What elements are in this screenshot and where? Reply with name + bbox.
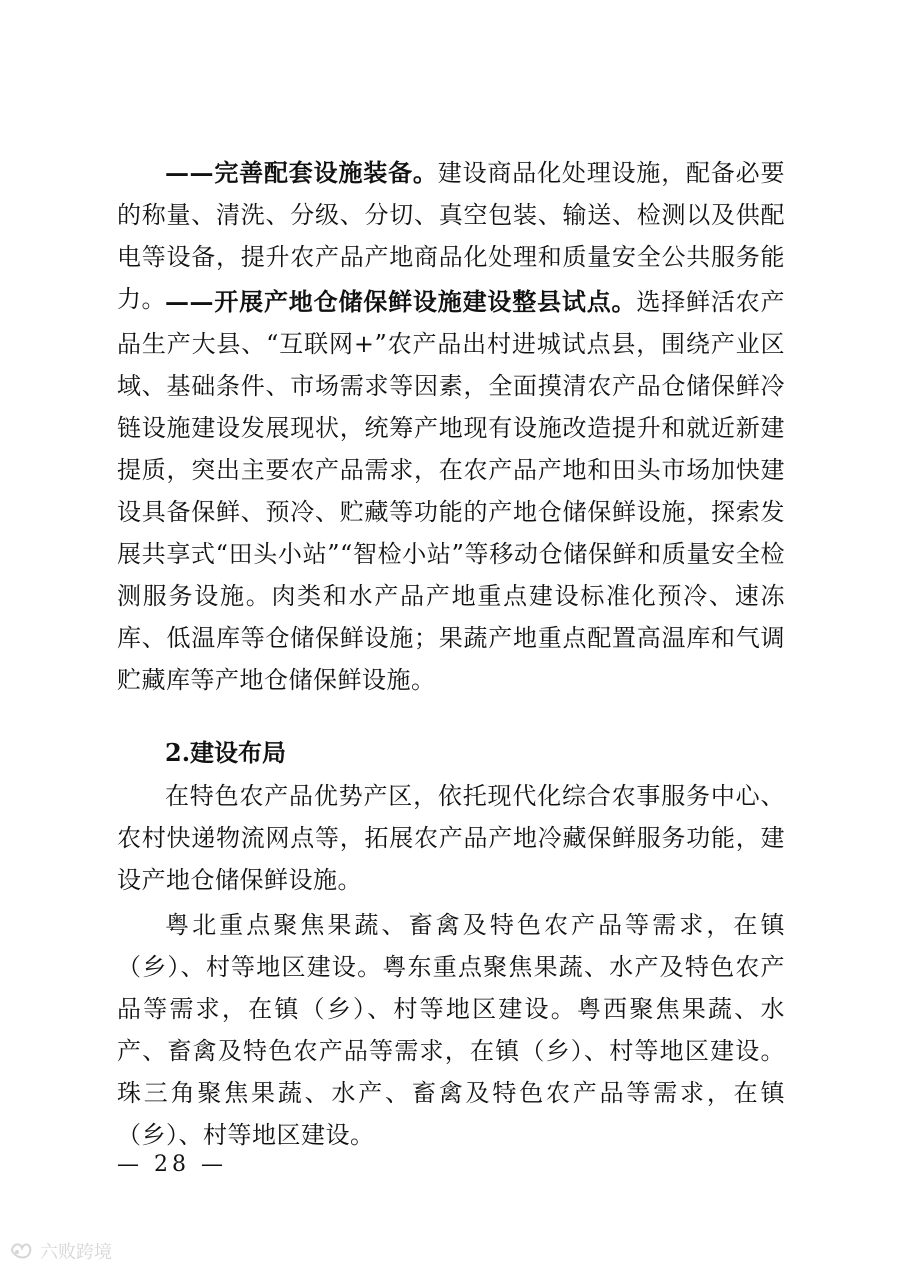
paragraph-body: 选择鲜活农产品生产大县、“互联网+”农产品出村进城试点县，围绕产业区域、基础条件、市场需求等因素，全面摸清农产品仓储保鲜冷链设施建设发展现状，统筹产地现有设施改造提升和就近新建提质，突出主要农产品需求，在农产品产地和田头市场加快建设具备保鲜、预冷、贮藏等功能的产地仓储保鲜设施，探索发展共享式“田头小站”“智检小站”等移动仓储保鲜和质量安全检测服务设施。肉类和水产品产地重点建设标准化预冷、速冻库、低温库等仓储保鲜设施；果蔬产地重点配置高温库和气调贮藏库等产地仓储保鲜设施。: [117, 288, 786, 694]
watermark-logo-icon: [8, 1240, 34, 1262]
section-heading: 2.建设布局: [165, 738, 287, 767]
paragraph-lead: ——开展产地仓储保鲜设施建设整县试点。: [165, 287, 637, 316]
watermark-text: 六败跨境: [40, 1242, 112, 1263]
paragraph-pilot-county: [117, 281, 785, 701]
paragraph-regional-layout: 粤北重点聚焦果蔬、畜禽及特色农产品等需求，在镇（乡）、村等地区建设。粤东重点聚焦果蔬、水产及特色农产品等需求，在镇（乡）、村等地区建设。粤西聚焦果蔬、水产、畜禽及特色农产品等需求，在镇（乡）、村等地区建设。珠三角聚焦果蔬、水产、畜禽及特色农产品等需求，在镇（乡）、村等地区建设。: [117, 911, 785, 1149]
paragraph-layout-intro: 在特色农产品优势产区，依托现代化综合农事服务中心、农村快递物流网点等，拓展农产品产地冷藏保鲜服务功能，建设产地仓储保鲜设施。: [117, 782, 785, 894]
watermark: [8, 1238, 112, 1264]
paragraph-body: 建设商品化处理设施，配备必要的称量、清洗、分级、分切、真空包装、输送、检测以及供配电等设备，提升农产品产地商品化处理和质量安全公共服务能力。: [117, 159, 786, 313]
paragraph-lead: ——完善配套设施装备。: [165, 158, 438, 187]
page-number: — 28 —: [117, 1152, 227, 1177]
